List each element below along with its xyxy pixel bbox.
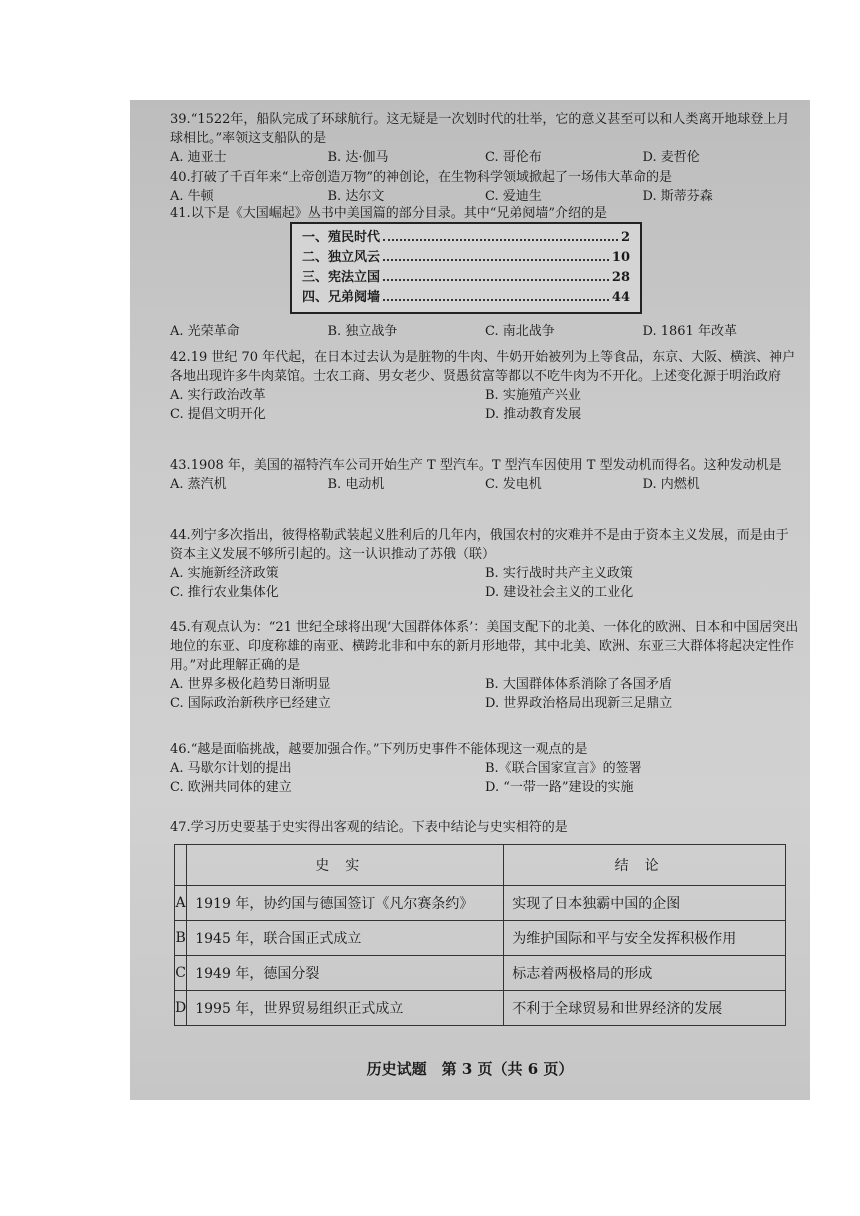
toc-page: 28 — [611, 270, 630, 285]
option-b: B.《联合国家宣言》的签署 — [485, 761, 642, 776]
question-number: 42. — [170, 350, 191, 365]
question-stem: 19 世纪 70 年代起，在日本过去认为是脏物的牛肉、牛奶开始被列为上等食品，东京、大阪、横滨、神户各地出现许多牛肉菜馆。士农工商、男女老少、贤愚贫富等都以不吃牛肉为不开化。上述变化源于明治政府 — [170, 350, 796, 384]
options — [170, 564, 800, 602]
option-b: B. 电动机 — [327, 477, 385, 492]
row-conclusion: 标志着两极格局的形成 — [504, 956, 786, 991]
toc-title: 一、殖民时代 — [302, 230, 381, 245]
table-row — [175, 921, 786, 956]
option-d: D. “一带一路”建设的实施 — [485, 780, 634, 795]
question-44 — [170, 526, 800, 602]
toc-row — [302, 228, 630, 248]
row-fact: 1949 年，德国分裂 — [187, 956, 504, 991]
options — [170, 759, 800, 797]
question-stem: “越是面临挑战，越要加强合作。”下列历史事件不能体现这一观点的是 — [190, 742, 588, 757]
option-d: D. 推动教育发展 — [485, 407, 582, 422]
question-number: 43. — [170, 458, 191, 473]
question-stem: 打破了千百年来“上帝创造万物”的神创论，在生物科学领域掀起了一场伟大革命的是 — [190, 170, 672, 185]
toc-title: 四、兄弟阋墙 — [302, 290, 381, 305]
option-d: D. 1861 年改革 — [642, 324, 737, 339]
row-letter: D — [175, 991, 187, 1026]
option-a: A. 蒸汽机 — [170, 477, 227, 492]
question-number: 39. — [170, 112, 191, 127]
option-a: A. 实施新经济政策 — [170, 566, 279, 581]
question-number: 40. — [170, 170, 191, 185]
table-row — [175, 956, 786, 991]
options — [170, 148, 800, 167]
toc-page: 44 — [611, 290, 630, 305]
option-b: B. 实施殖产兴业 — [485, 388, 581, 403]
question-stem: 以下是《大国崛起》丛书中美国篇的部分目录。其中“兄弟阋墙”介绍的是 — [190, 206, 607, 221]
question-47 — [170, 818, 800, 837]
header-fact: 史实 — [187, 845, 504, 886]
option-c: C. 爱迪生 — [485, 189, 542, 204]
options — [170, 675, 800, 713]
row-conclusion: 不利于全球贸易和世界经济的发展 — [504, 991, 786, 1026]
option-c: C. 南北战争 — [485, 324, 555, 339]
header-conclusion: 结论 — [504, 845, 786, 886]
option-c: C. 国际政治新秩序已经建立 — [170, 696, 331, 711]
option-d: D. 世界政治格局出现新三足鼎立 — [485, 696, 673, 711]
question-40 — [170, 168, 800, 206]
option-c: C. 欧洲共同体的建立 — [170, 780, 292, 795]
row-fact: 1919 年，协约国与德国签订《凡尔赛条约》 — [187, 886, 504, 921]
toc-row — [302, 268, 630, 288]
option-c: C. 发电机 — [485, 477, 542, 492]
row-fact: 1945 年，联合国正式成立 — [187, 921, 504, 956]
question-45 — [170, 618, 800, 713]
question-stem: 1908 年，美国的福特汽车公司开始生产 T 型汽车。T 型汽车因使用 T 型发动机而得名。这种发动机是 — [190, 458, 782, 473]
question-43 — [170, 456, 800, 494]
options — [170, 475, 800, 494]
option-a: A. 迪亚士 — [170, 150, 227, 165]
option-d: D. 麦哲伦 — [642, 150, 700, 165]
question-number: 47. — [170, 820, 191, 835]
row-conclusion: 实现了日本独霸中国的企图 — [504, 886, 786, 921]
question-stem: 学习历史要基于史实得出客观的结论。下表中结论与史实相符的是 — [190, 820, 568, 835]
option-c: C. 哥伦布 — [485, 150, 542, 165]
option-c: C. 提倡文明开化 — [170, 407, 266, 422]
option-d: D. 斯蒂芬森 — [642, 189, 713, 204]
question-41-options — [170, 322, 800, 341]
row-letter: A — [175, 886, 187, 921]
question-number: 41. — [170, 206, 191, 221]
option-d: D. 建设社会主义的工业化 — [485, 585, 634, 600]
question-46 — [170, 740, 800, 797]
toc-box — [290, 222, 642, 314]
question-number: 45. — [170, 620, 191, 635]
toc-row — [302, 288, 630, 308]
toc-page: 10 — [611, 250, 630, 265]
toc-page: 2 — [620, 230, 630, 245]
table-header-row — [175, 845, 786, 886]
question-number: 46. — [170, 742, 191, 757]
question-39 — [170, 110, 800, 167]
facts-table — [174, 844, 786, 1026]
option-b: B. 大国群体体系消除了各国矛盾 — [485, 677, 672, 692]
header-blank — [175, 845, 187, 886]
options — [170, 386, 800, 424]
exam-page — [130, 100, 810, 1100]
option-b: B. 达尔文 — [327, 189, 385, 204]
page-footer: 历史试题 第 3 页（共 6 页） — [366, 1060, 574, 1078]
row-conclusion: 为维护国际和平与安全发挥积极作用 — [504, 921, 786, 956]
question-42 — [170, 348, 800, 424]
option-d: D. 内燃机 — [642, 477, 700, 492]
toc-row — [302, 248, 630, 268]
question-stem: 列宁多次指出，彼得格勒武装起义胜利后的几年内，俄国农村的灾难并不是由于资本主义发展，而是由于资本主义发展不够所引起的。这一认识推动了苏俄（联） — [170, 528, 789, 562]
row-fact: 1995 年，世界贸易组织正式成立 — [187, 991, 504, 1026]
option-a: A. 世界多极化趋势日渐明显 — [170, 677, 331, 692]
question-stem: 有观点认为：“21 世纪全球将出现‘大国群体体系’：美国支配下的北美、一体化的欧洲、日本和中国居突出地位的东亚、印度称雄的南亚、横跨北非和中东的新月形地带，其中北美、欧洲、东亚三大群体将起决定性作用。”对此理解正确的是 — [170, 620, 799, 673]
option-b: B. 实行战时共产主义政策 — [485, 566, 633, 581]
question-41 — [170, 204, 800, 223]
question-stem: “1522年，船队完成了环球航行。这无疑是一次划时代的壮举，它的意义甚至可以和人类离开地球登上月球相比。”率领这支船队的是 — [170, 112, 790, 146]
option-b: B. 独立战争 — [327, 324, 398, 339]
option-a: A. 光荣革命 — [170, 324, 240, 339]
toc-title: 三、宪法立国 — [302, 270, 381, 285]
option-a: A. 牛顿 — [170, 189, 214, 204]
question-number: 44. — [170, 528, 191, 543]
option-c: C. 推行农业集体化 — [170, 585, 279, 600]
option-a: A. 马歇尔计划的提出 — [170, 761, 292, 776]
table-row — [175, 886, 786, 921]
option-b: B. 达·伽马 — [327, 150, 389, 165]
table-row — [175, 991, 786, 1026]
toc-title: 二、独立风云 — [302, 250, 381, 265]
row-letter: C — [175, 956, 187, 991]
row-letter: B — [175, 921, 187, 956]
option-a: A. 实行政治改革 — [170, 388, 266, 403]
